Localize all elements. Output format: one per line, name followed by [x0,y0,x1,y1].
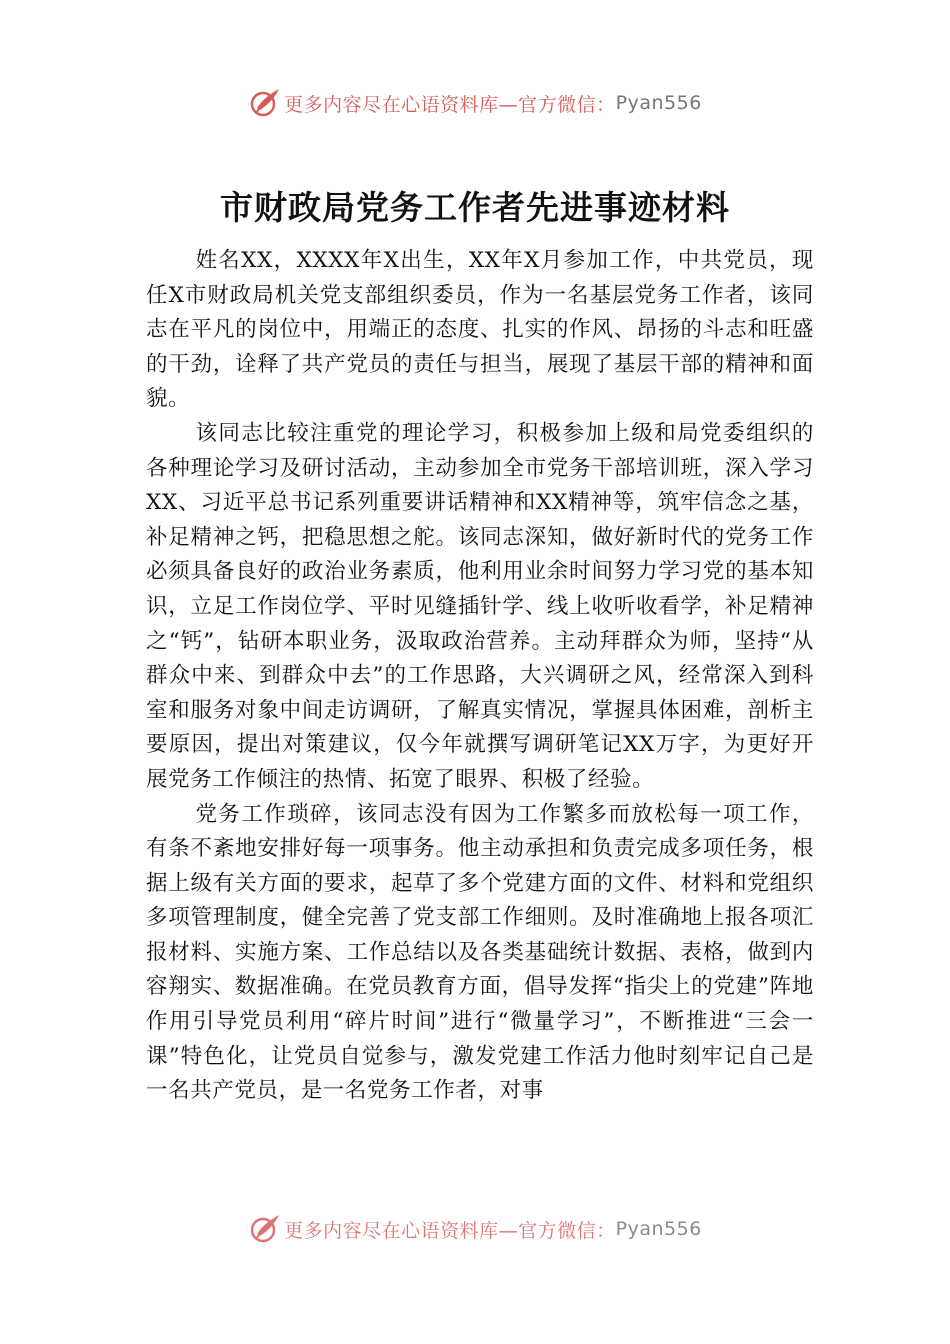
document-title: 市财政局党务工作者先进事迹材料 [220,188,730,227]
paragraph: 该同志比较注重党的理论学习，积极参加上级和局党委组织的各种理论学习及研讨活动，主动参加全市党务干部培训班，深入学习XX、习近平总书记系列重要讲话精神和XX精神等，筑牢信念之基，补足精神之钙，把稳思想之舵。该同志深知，做好新时代的党务工作必须具备良好的政治业务素质，他利用业余时间努力学习党的基本知识，立足工作岗位学、平时见缝插针学、线上收听收看学，补足精神之“钙”，钻研本职业务，汲取政治营养。主动拜群众为师，坚持“从群众中来、到群众中去”的工作思路，大兴调研之风，经常深入到科室和服务对象中间走访调研，了解真实情况，掌握具体困难，剖析主要原因，提出对策建议，仅今年就撰写调研笔记XX万字，为更好开展党务工作倾注的热情、拓宽了眼界、积极了经验。 [146,420,814,792]
document-body [146,244,814,1109]
watermark-banner-bottom [0,1200,950,1246]
watermark-text: 更多内容尽在心语资料库—官方微信： [284,93,616,116]
quill-logo-icon [248,86,282,120]
paragraph: 姓名XX，XXXX年X出生，XX年X月参加工作，中共党员，现任X市财政局机关党支部组织委员，作为一名基层党务工作者，该同志在平凡的岗位中，用端正的态度、扎实的作风、昂扬的斗志和旺盛的干劲，诠释了共产党员的责任与担当，展现了基层干部的精神和面貌。 [146,248,814,412]
watermark-text: 更多内容尽在心语资料库—官方微信： [284,1219,616,1242]
paragraph: 党务工作琐碎，该同志没有因为工作繁多而放松每一项工作，有条不紊地安排好每一项事务。他主动承担和负责完成多项任务，根据上级有关方面的要求，起草了多个党建方面的文件、材料和党组织多项管理制度，健全完善了党支部工作细则。及时准确地上报各项汇报材料、实施方案、工作总结以及各类基础统计数据、表格，做到内容翔实、数据准确。在党员教育方面，倡导发挥“指尖上的党建”阵地作用引导党员利用“碎片时间”进行“微量学习”，不断推进“三会一课”特色化，让党员自觉参与，激发党建工作活力他时刻牢记自己是一名共产党员，是一名党务工作者，对事 [146,801,814,1104]
watermark-banner-top [0,81,950,125]
watermark-wechat-id: Pyan556 [615,1218,702,1240]
watermark-wechat-id: Pyan556 [615,92,702,114]
quill-logo-icon [248,1212,282,1246]
